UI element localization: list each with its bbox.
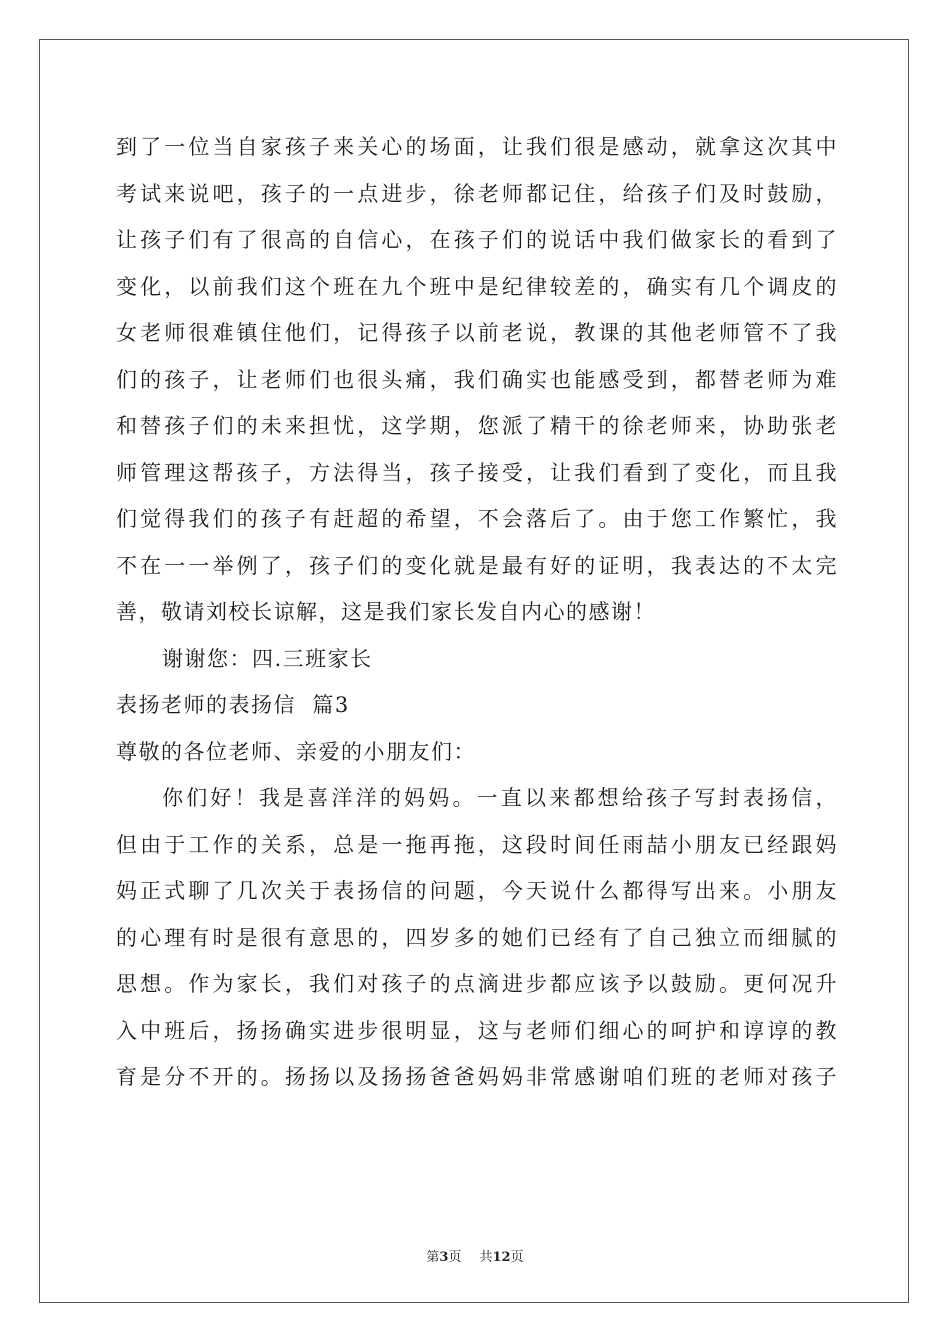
salutation: 尊敬的各位老师、亲爱的小朋友们： [116,739,476,764]
paragraph-letter [116,775,838,1101]
text-line: 让孩子们有了很高的自信心，在孩子们的说话中我们做家长的看到了 [116,228,838,252]
text-line: 变化，以前我们这个班在九个班中是纪律较差的，确实有几个调皮的 [116,274,838,299]
page-prefix: 第 [426,1250,440,1265]
text-line: 女老师很难镇住他们，记得孩子以前老说，教课的其他老师管不了我 [116,321,838,345]
text-line: 到了一位当自家孩子来关心的场面，让我们很是感动，就拿这次其中 [116,135,838,159]
text-line: 的心理有时是很有意思的，四岁多的她们已经有了自己独立而细腻的 [116,925,838,950]
text-line: 善，敬请刘校长谅解，这是我们家长发自内心的感谢！ [116,600,656,624]
total-pages: 12 [492,1250,511,1265]
section-title: 表扬老师的表扬信 篇3 [116,693,350,717]
text-line: 你们好！我是喜洋洋的妈妈。一直以来都想给孩子写封表扬信， [162,786,838,810]
text-line: 们的孩子，让老师们也很头痛，我们确实也能感受到，都替老师为难 [116,367,838,392]
total-suffix: 页 [510,1250,524,1265]
page-suffix: 页 [448,1250,462,1265]
page-footer [0,1246,950,1265]
total-prefix: 共 [479,1250,493,1265]
text-line: 师管理这帮孩子，方法得当，孩子接受，让我们看到了变化，而且我 [116,460,838,485]
signature: 谢谢您：四.三班家长 [162,646,373,671]
text-line: 但由于工作的关系，总是一拖再拖，这段时间任雨喆小朋友已经跟妈 [116,832,838,857]
text-line: 思想。作为家长，我们对孩子的点滴进步都应该予以鼓励。更何况升 [116,972,838,996]
page-number: 3 [439,1250,449,1265]
text-line: 们觉得我们的孩子有赶超的希望，不会落后了。由于您工作繁忙，我 [116,507,838,531]
text-line: 不在一一举例了，孩子们的变化就是最有好的证明，我表达的不太完 [116,553,838,578]
paragraph-continued [116,124,838,636]
text-line: 妈正式聊了几次关于表扬信的问题，今天说什么都得写出来。小朋友 [116,879,838,903]
text-line: 和替孩子们的未来担忧，这学期，您派了精干的徐老师来，协助张老 [116,414,838,438]
text-line: 考试来说吧，孩子的一点进步，徐老师都记住，给孩子们及时鼓励， [116,181,838,206]
text-line: 入中班后，扬扬确实进步很明显，这与老师们细心的呵护和谆谆的教 [116,1018,838,1043]
text-line: 育是分不开的。扬扬以及扬扬爸爸妈妈非常感谢咱们班的老师对孩子 [116,1065,838,1089]
document-body [116,124,838,1101]
